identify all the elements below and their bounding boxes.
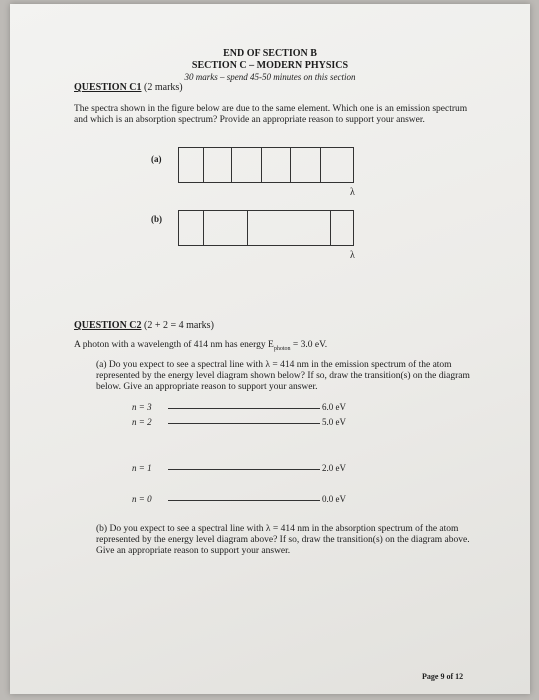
end-section-heading: END OF SECTION B (223, 48, 317, 59)
level-quantum-number: n = 3 (132, 402, 152, 412)
level-energy-label: 6.0 eV (322, 402, 346, 412)
spectral-line (261, 148, 262, 182)
spectrum-b-label: (b) (151, 214, 162, 224)
spectral-line (203, 211, 204, 245)
energy-level-line (168, 469, 320, 470)
level-energy-label: 2.0 eV (322, 463, 346, 474)
section-title: SECTION C – MODERN PHYSICS (191, 60, 349, 71)
spectral-line (330, 211, 331, 245)
spectral-line (320, 148, 321, 182)
absorption-spectrum-b (178, 210, 354, 246)
q1-heading: QUESTION C1 (74, 82, 142, 93)
q1-marks: (2 marks) (144, 82, 183, 93)
q2-intro (74, 340, 327, 352)
lambda-axis-a: λ (350, 187, 355, 198)
q1-text: The spectra shown in the figure below are due to the same element. Which one is an emission spectrum and which is an absorption spectrum? Provide an appropriate reason to support your answer. (74, 104, 468, 125)
q2-heading: QUESTION C2 (74, 320, 142, 331)
q2-intro-end: = 3.0 eV. (290, 340, 328, 350)
q2-intro-subscript: photon (273, 345, 291, 352)
lambda-axis-b: λ (350, 250, 355, 261)
energy-level-line (168, 500, 320, 501)
level-quantum-number: n = 2 (132, 417, 152, 428)
spectral-line (247, 211, 248, 245)
q1-heading-row (74, 82, 183, 93)
level-quantum-number: n = 1 (132, 463, 152, 474)
q2-part-a: (a) Do you expect to see a spectral line with λ = 414 nm in the emission spectrum of the atom represented by the energy level diagram shown below? If so, draw the transition(s) on the diagram below. Give an appropriate reason to support your answer. (96, 360, 470, 392)
exam-page (10, 4, 530, 694)
q2-heading-row (74, 320, 214, 331)
q2-intro-text: A photon with a wavelength of 414 nm has energy E (74, 340, 274, 350)
level-quantum-number: n = 0 (132, 494, 152, 504)
spectral-line (203, 148, 204, 182)
energy-level-line (168, 423, 320, 424)
marks-info: 30 marks – spend 45-50 minutes on this section (184, 72, 356, 82)
q2-marks: (2 + 2 = 4 marks) (144, 320, 214, 331)
q2-part-b: (b) Do you expect to see a spectral line with λ = 414 nm in the absorption spectrum of the atom represented by the energy level diagram above? If so, draw the transition(s) on the diagram above. Give an appropriate reason to support your answer. (96, 524, 470, 556)
page-number: Page 9 of 12 (422, 672, 464, 681)
level-energy-label: 5.0 eV (322, 417, 346, 428)
energy-level-line (168, 408, 320, 409)
spectrum-a-label: (a) (151, 154, 162, 164)
spectral-line (290, 148, 291, 182)
spectral-line (231, 148, 232, 182)
emission-spectrum-a (178, 147, 354, 183)
level-energy-label: 0.0 eV (322, 494, 346, 504)
